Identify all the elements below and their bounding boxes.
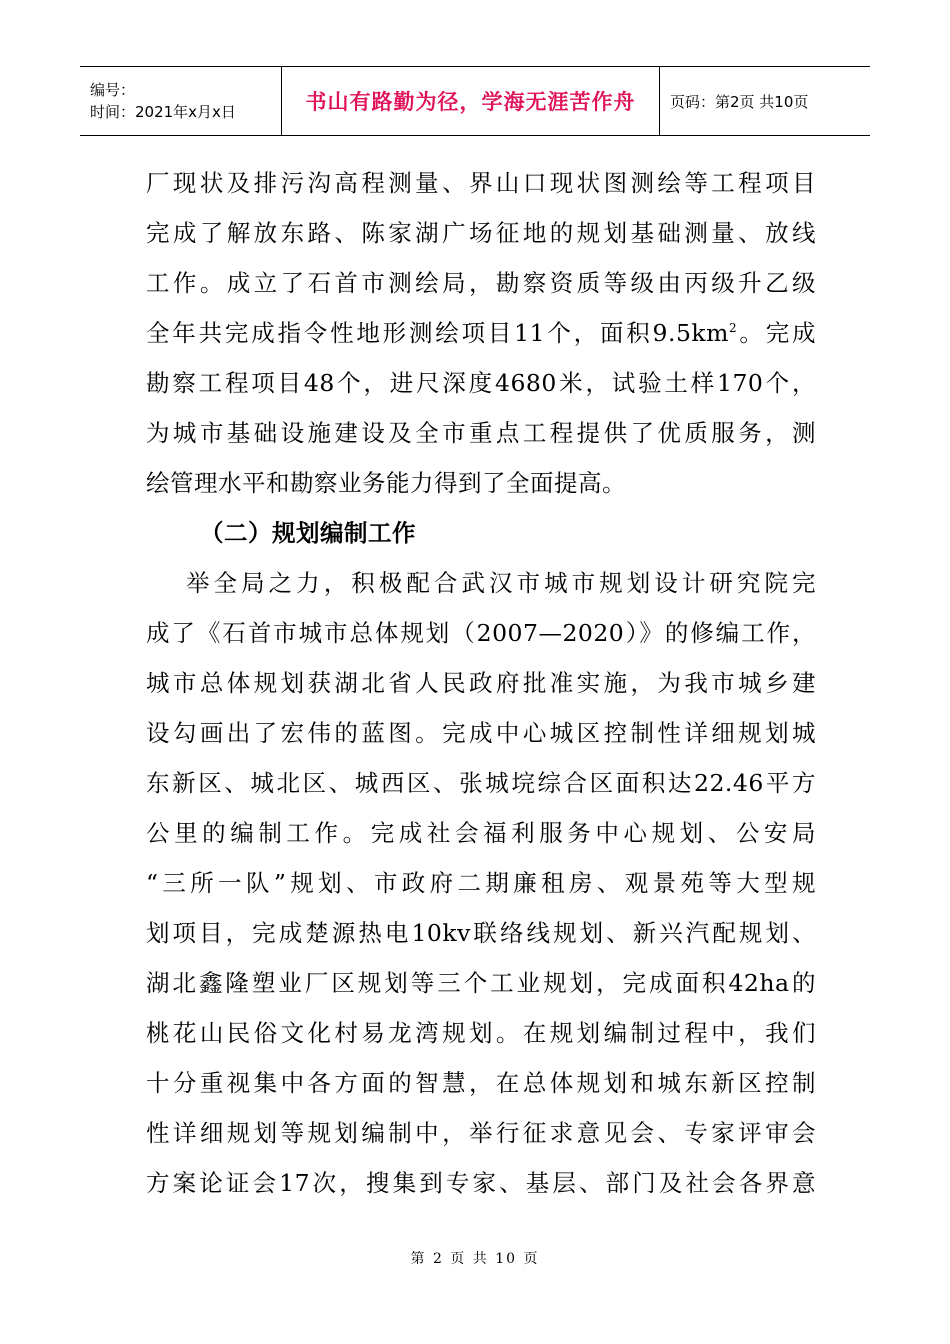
body-line: 为城市基础设施建设及全市重点工程提供了优质服务，测: [146, 419, 816, 447]
header-page-cell: [660, 67, 870, 135]
body-line: 勘察工程项目48个，进尺深度4680米，试验土样170个，: [146, 369, 816, 397]
section-heading: （二）规划编制工作: [200, 519, 416, 547]
body-line: 桃花山民俗文化村易龙湾规划。在规划编制过程中，我们: [146, 1019, 816, 1047]
body-line: 城市总体规划获湖北省人民政府批准实施，为我市城乡建: [146, 669, 816, 697]
serial-label: 编号：: [90, 81, 136, 99]
body-line: 厂现状及排污沟高程测量、界山口现状图测绘等工程项目: [146, 169, 816, 197]
body-line: 举全局之力，积极配合武汉市城市规划设计研究院完: [186, 569, 816, 597]
document-body: [146, 158, 816, 1208]
body-line: 成了《石首市城市总体规划（2007—2020）》的修编工作，: [146, 619, 816, 647]
line-tail: 。完成: [737, 319, 816, 347]
body-line: [146, 308, 816, 358]
line-text: 全年共完成指令性地形测绘项目11个，面积9.5km: [146, 319, 729, 347]
time-label: 时间：2021年x月x日: [90, 103, 236, 121]
body-line: 性详细规划等规划编制中，举行征求意见会、专家评审会: [146, 1119, 816, 1147]
page-label: 页码：第2页 共10页: [670, 92, 809, 111]
header-motto-cell: [282, 67, 660, 135]
body-line: 东新区、城北区、城西区、张城垸综合区面积达22.46平方: [146, 769, 816, 797]
body-line: 公里的编制工作。完成社会福利服务中心规划、公安局: [146, 819, 816, 847]
body-line: 工作。成立了石首市测绘局，勘察资质等级由丙级升乙级: [146, 269, 816, 297]
motto: 书山有路勤为径，学海无涯苦作舟: [305, 90, 636, 114]
body-line: 绘管理水平和勘察业务能力得到了全面提高。: [146, 469, 626, 497]
body-line: 湖北鑫隆塑业厂区规划等三个工业规划，完成面积42ha的: [146, 969, 816, 997]
body-line: 完成了解放东路、陈家湖广场征地的规划基础测量、放线: [146, 219, 816, 247]
header-meta: [80, 67, 282, 135]
body-line: 方案论证会17次，搜集到专家、基层、部门及社会各界意: [146, 1169, 816, 1197]
page-footer: 第 2 页 共 10 页: [410, 1251, 540, 1267]
body-line: 十分重视集中各方面的智慧，在总体规划和城东新区控制: [146, 1069, 816, 1097]
body-line: 设勾画出了宏伟的蓝图。完成中心城区控制性详细规划城: [146, 719, 816, 747]
page-header: [80, 66, 870, 136]
superscript: 2: [728, 321, 738, 336]
body-line: “三所一队”规划、市政府二期廉租房、观景苑等大型规: [146, 869, 816, 897]
body-line: 划项目，完成楚源热电10kv联络线规划、新兴汽配规划、: [146, 919, 816, 947]
